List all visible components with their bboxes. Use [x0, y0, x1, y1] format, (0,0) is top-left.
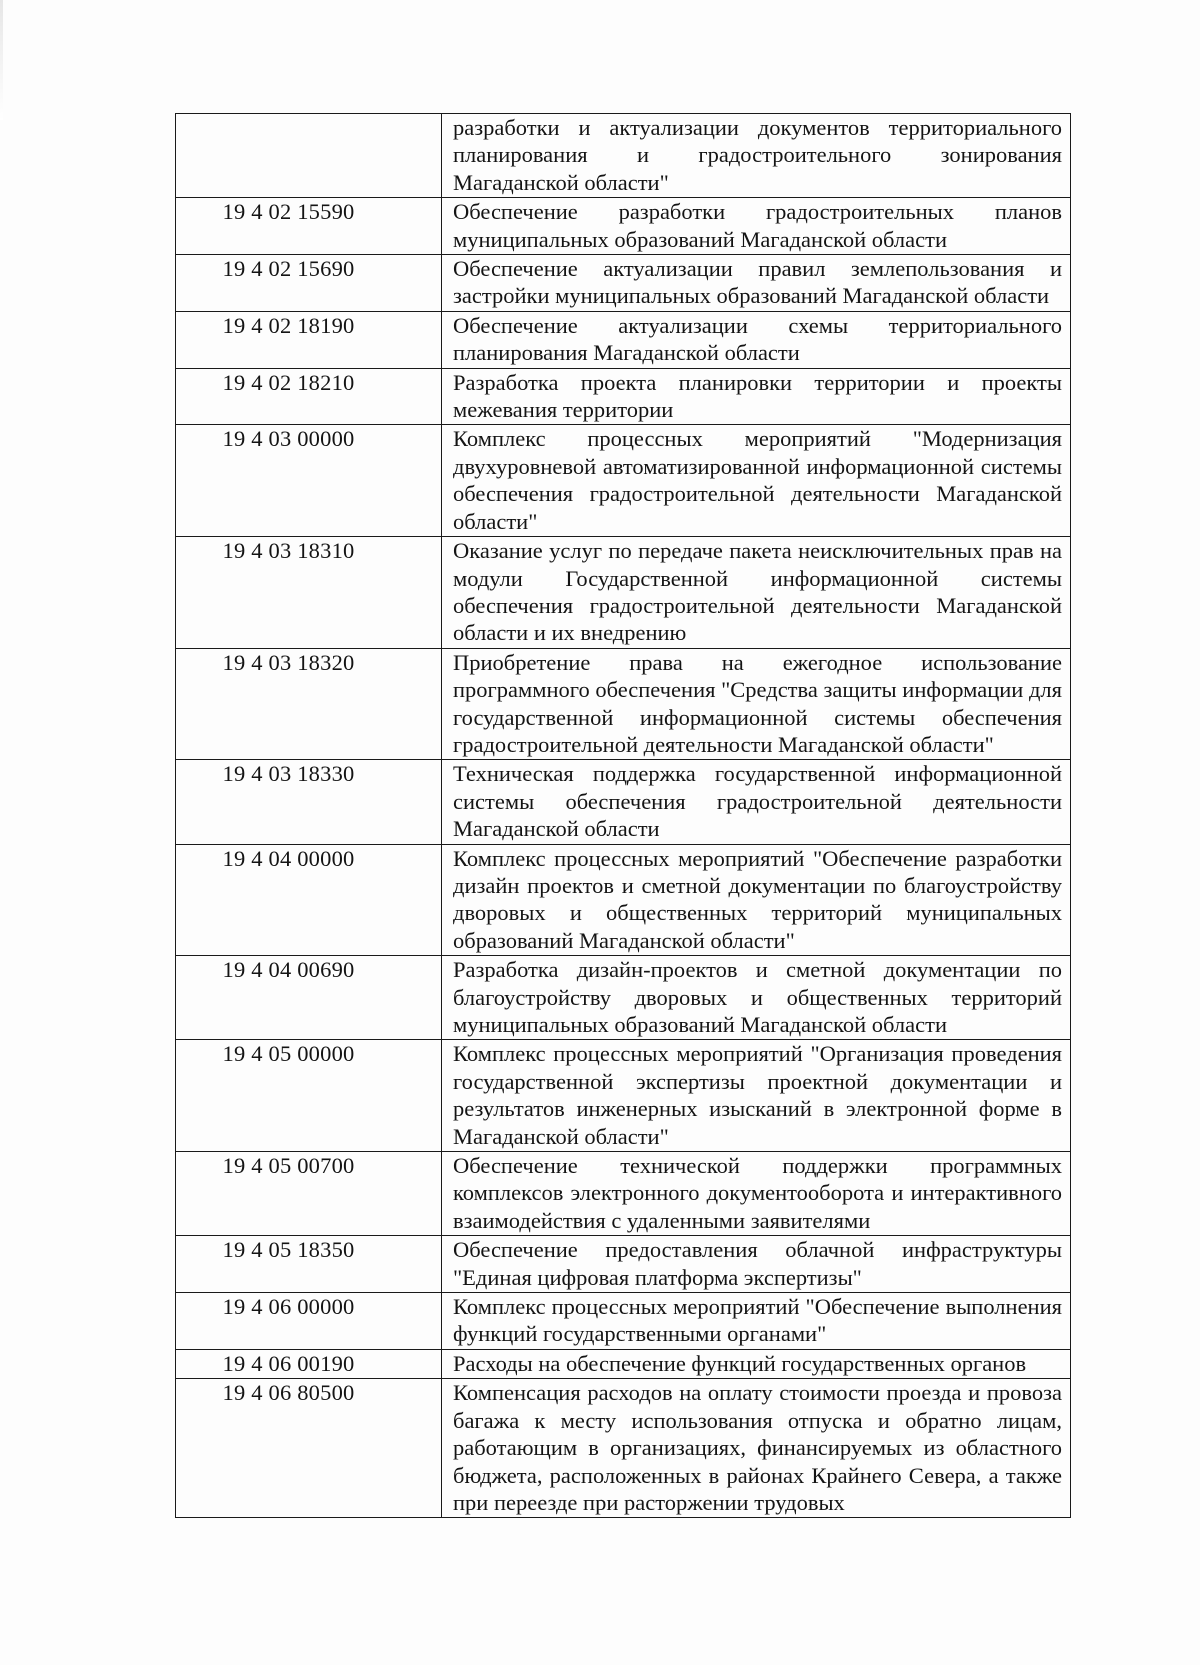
description-cell: Обеспечение актуализации правил землепользования и застройки муниципальных образований Магаданской области	[442, 255, 1071, 312]
code-cell: 19 4 05 00000	[176, 1040, 442, 1152]
description-cell: Обеспечение предоставления облачной инфраструктуры "Единая цифровая платформа экспертизы"	[442, 1236, 1071, 1293]
description-cell: Оказание услуг по передаче пакета неисключительных прав на модули Государственной информационной системы обеспечения градостроительной деятельности Магаданской области и их внедрению	[442, 537, 1071, 649]
code-cell: 19 4 02 18210	[176, 368, 442, 425]
table-row	[176, 1236, 1071, 1293]
table-row	[176, 1379, 1071, 1518]
code-cell: 19 4 03 18330	[176, 760, 442, 844]
description-cell: Разработка проекта планировки территории и проекты межевания территории	[442, 368, 1071, 425]
table-row	[176, 425, 1071, 537]
description-cell: Комплекс процессных мероприятий "Организация проведения государственной экспертизы проектной документации и результатов инженерных изысканий в электронной форме в Магаданской области"	[442, 1040, 1071, 1152]
table-row	[176, 114, 1071, 198]
description-cell: Компенсация расходов на оплату стоимости проезда и провоза багажа к месту использования отпуска и обратно лицам, работающим в организациях, финансируемых из областного бюджета, расположенных в районах Крайнего Севера, а также при переезде при расторжении трудовых	[442, 1379, 1071, 1518]
table-row	[176, 198, 1071, 255]
table-body	[176, 114, 1071, 1518]
code-cell: 19 4 04 00000	[176, 844, 442, 956]
code-cell: 19 4 03 00000	[176, 425, 442, 537]
scan-margin-mark	[0, 0, 3, 120]
table-row	[176, 1293, 1071, 1350]
code-cell: 19 4 02 15590	[176, 198, 442, 255]
description-cell: Техническая поддержка государственной информационной системы обеспечения градостроительной деятельности Магаданской области	[442, 760, 1071, 844]
description-cell: Разработка дизайн-проектов и сметной документации по благоустройству дворовых и общественных территорий муниципальных образований Магаданской области	[442, 956, 1071, 1040]
table-row	[176, 368, 1071, 425]
table-row	[176, 1349, 1071, 1378]
description-cell: разработки и актуализации документов территориального планирования и градостроительного зонирования Магаданской области"	[442, 114, 1071, 198]
table-row	[176, 1152, 1071, 1236]
description-cell: Расходы на обеспечение функций государственных органов	[442, 1349, 1071, 1378]
table-row	[176, 760, 1071, 844]
description-cell: Обеспечение разработки градостроительных планов муниципальных образований Магаданской области	[442, 198, 1071, 255]
table-row	[176, 537, 1071, 649]
code-cell: 19 4 06 80500	[176, 1379, 442, 1518]
budget-classification-table	[175, 113, 1071, 1518]
description-cell: Приобретение права на ежегодное использование программного обеспечения "Средства защиты информации для государственной информационной системы обеспечения градостроительной деятельности Магаданской области"	[442, 648, 1071, 760]
description-cell: Обеспечение технической поддержки программных комплексов электронного документооборота и интерактивного взаимодействия с удаленными заявителями	[442, 1152, 1071, 1236]
description-cell: Комплекс процессных мероприятий "Модернизация двухуровневой автоматизированной информационной системы обеспечения градостроительной деятельности Магаданской области"	[442, 425, 1071, 537]
description-cell: Комплекс процессных мероприятий "Обеспечение выполнения функций государственными органами"	[442, 1293, 1071, 1350]
table-row	[176, 1040, 1071, 1152]
code-cell: 19 4 05 00700	[176, 1152, 442, 1236]
code-cell: 19 4 02 15690	[176, 255, 442, 312]
code-cell	[176, 114, 442, 198]
code-cell: 19 4 02 18190	[176, 311, 442, 368]
code-cell: 19 4 03 18320	[176, 648, 442, 760]
description-cell: Обеспечение актуализации схемы территориального планирования Магаданской области	[442, 311, 1071, 368]
table-row	[176, 648, 1071, 760]
code-cell: 19 4 05 18350	[176, 1236, 442, 1293]
table-row	[176, 255, 1071, 312]
table-row	[176, 956, 1071, 1040]
code-cell: 19 4 04 00690	[176, 956, 442, 1040]
description-cell: Комплекс процессных мероприятий "Обеспечение разработки дизайн проектов и сметной документации по благоустройству дворовых и общественных территорий муниципальных образований Магаданской области"	[442, 844, 1071, 956]
code-cell: 19 4 03 18310	[176, 537, 442, 649]
table-row	[176, 311, 1071, 368]
code-cell: 19 4 06 00000	[176, 1293, 442, 1350]
code-cell: 19 4 06 00190	[176, 1349, 442, 1378]
table-row	[176, 844, 1071, 956]
